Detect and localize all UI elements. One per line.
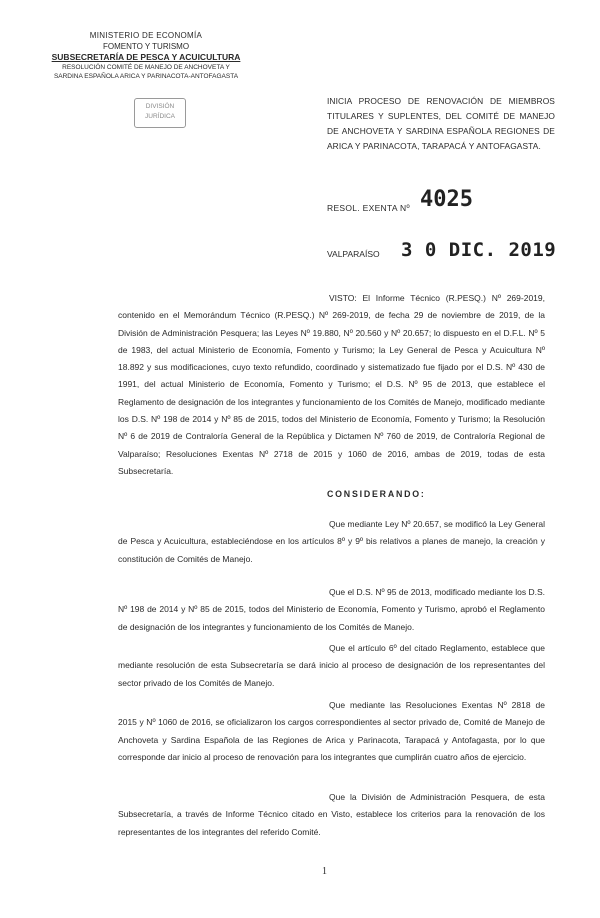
considerando-paragraph: Que el artículo 6º del citado Reglamento, establece que mediante resolución de esta Subsecretaría se dará inicio al proceso de designación de los representantes del sector privado de los Comités de Manejo. <box>118 643 545 688</box>
page-number: 1 <box>322 866 327 877</box>
city: VALPARAÍSO <box>327 249 380 259</box>
legal-division-stamp <box>134 98 186 128</box>
stamp-line1: DIVISIÓN <box>145 103 175 110</box>
considerando-paragraph: Que mediante las Resoluciones Exentas Nº 2818 de 2015 y Nº 1060 de 2016, se oficializaron los cargos correspondientes al sector privado de, Comité de Manejo de Anchoveta y Sardina Española de las Regiones de Arica y Parinacota, Tarapacá y Antofagasta, por lo que corresponde dar inicio al proceso de renovación para los integrantes que cumplirán cuatro años de ejercicio. <box>118 700 545 762</box>
stamp-line2: JURÍDICA <box>145 113 175 120</box>
resolution-label: RESOL. EXENTA Nº <box>327 203 410 213</box>
considerando-paragraph: Que la División de Administración Pesquera, de esta Subsecretaría, a través de Informe Técnico citado en Visto, establece los criterios para la renovación de los representantes de los integrantes del referido Comité. <box>118 792 545 837</box>
visto-paragraph: VISTO: El Informe Técnico (R.PESQ.) Nº 269-2019, contenido en el Memorándum Técnico (R.PESQ.) Nº 269-2019, de fecha 29 de noviembre de 2019, de la División de Administración Pesquera; las Leyes Nº 19.880, Nº 20.560 y Nº 20.657; lo dispuesto en el D.F.L. Nº 5 de 1983, del actual Ministerio de Economía, Fomento y Turismo; la Ley General de Pesca y Acuicultura Nº 18.892 y sus modificaciones, cuyo texto refundido, coordinado y sistematizado fue fijado por el D.S. Nº 430 de 1991, del actual Ministerio de Economía, Fomento y Turismo; el D.S. Nº 95 de 2013, que establece el Reglamento de designación de los integrantes y funcionamiento de los Comités de Manejo, modificado mediante los D.S. Nº 198 de 2014 y Nº 85 de 2015, todos del Ministerio de Economía, Fomento y Turismo; la Resolución Nº 6 de 2019 de Contraloría General de la República y Dictamen Nº 760 de 2019, de Contraloría Regional de Valparaíso; Resoluciones Exentas Nº 2718 de 2015 y 1060 de 2016, ambas de 2019, todas de esta Subsecretaría. <box>118 293 545 476</box>
resolution-committee-line2: SARDINA ESPAÑOLA ARICA Y PARINACOTA-ANTOFAGASTA <box>53 73 239 80</box>
date-stamp: 3 0 DIC. 2019 <box>401 239 557 261</box>
resolution-number: 4025 <box>420 187 473 212</box>
resolution-committee-line1: RESOLUCIÓN COMITÉ DE MANEJO DE ANCHOVETA Y <box>62 64 230 71</box>
resolution-title: INICIA PROCESO DE RENOVACIÓN DE MIEMBROS TITULARES Y SUPLENTES, DEL COMITÉ DE MANEJO DE ANCHOVETA Y SARDINA ESPAÑOLA REGIONES DE ARICA Y PARINACOTA, TARAPACÁ Y ANTOFAGASTA. <box>327 96 555 151</box>
ministry-subtitle: FOMENTO Y TURISMO <box>102 42 190 51</box>
ministry-name: MINISTERIO DE ECONOMÍA <box>89 31 203 40</box>
considerando-paragraph: Que el D.S. Nº 95 de 2013, modificado mediante los D.S. Nº 198 de 2014 y Nº 85 de 2015, todos del Ministerio de Economía, Fomento y Turismo, aprobó el Reglamento de designación de los integrantes y funcionamiento de los Comités de Manejo. <box>118 587 545 632</box>
subsecretaria-name: SUBSECRETARÍA DE PESCA Y ACUICULTURA <box>51 52 241 62</box>
letterhead <box>46 30 246 81</box>
considerando-heading: CONSIDERANDO: <box>327 489 426 499</box>
considerando-paragraph: Que mediante Ley Nº 20.657, se modificó la Ley General de Pesca y Acuicultura, estableciéndose en los artículos 8º y 9º bis relativos a planes de manejo, la creación y constitución de Comités de Manejo. <box>118 519 545 564</box>
